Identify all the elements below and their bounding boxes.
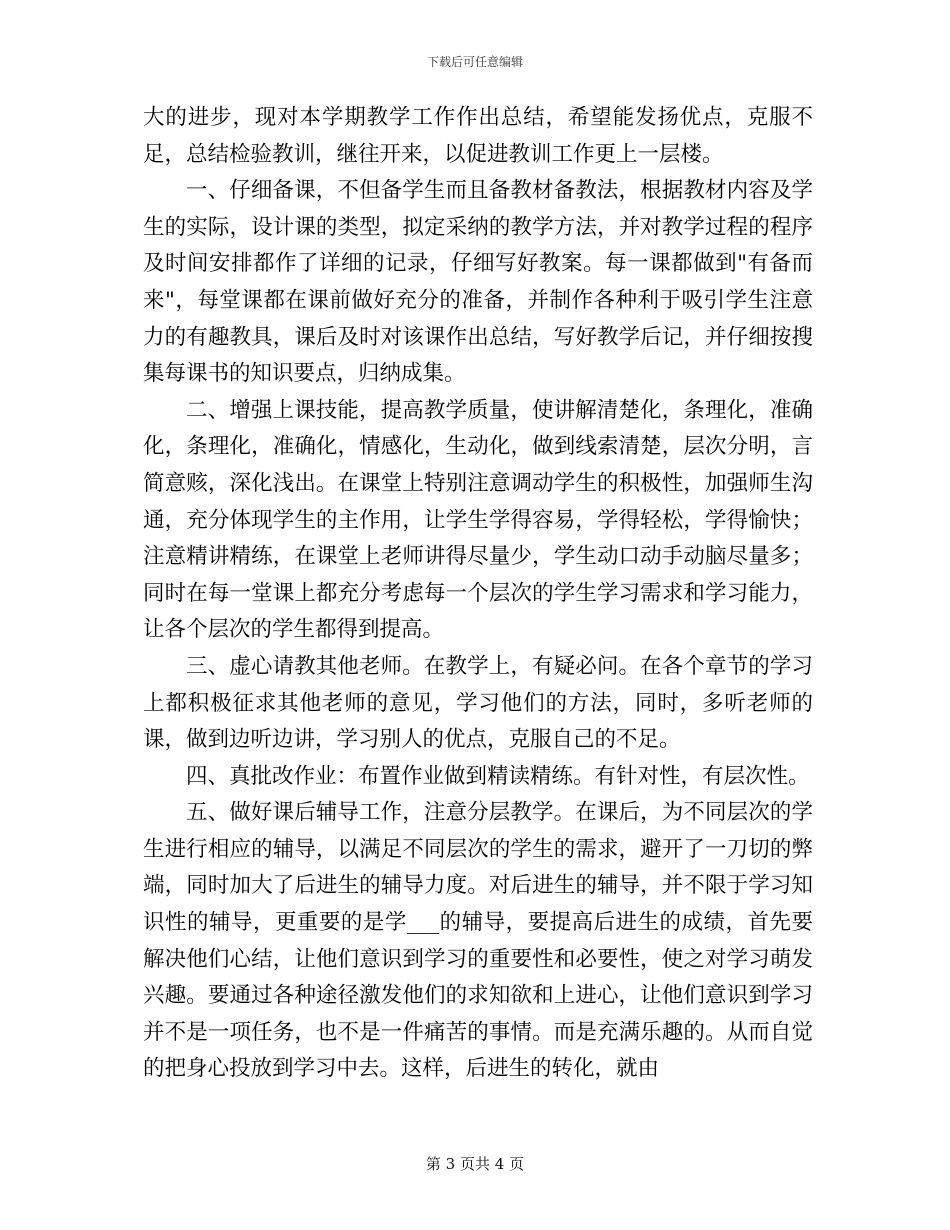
paragraph-after-class-tutoring: 五、做好课后辅导工作，注意分层教学。在课后，为不同层次的学生进行相应的辅导，以满足不同层次的学生的需求，避开了一刀切的弊端，同时加大了后进生的辅导力度。对后进生的辅导，并不限于学习知识性的辅导，更重要的是学___的辅导，要提高后进生的成绩，首先要解决他们心结，让他们意识到学习的重要性和必要性，使之对学习萌发兴趣。要通过各种途径激发他们的求知欲和上进心，让他们意识到学习并不是一项任务，也不是一件痛苦的事情。而是充满乐趣的。从而自觉的把身心投放到学习中去。这样，后进生的转化，就由 — [143, 800, 813, 1082]
paragraph-teaching-skills: 二、增强上课技能，提高教学质量，使讲解清楚化，条理化，准确化，条理化，准确化，情感化，生动化，做到线索清楚，层次分明，言简意赅，深化浅出。在课堂上特别注意调动学生的积极性，加强师生沟通，充分体现学生的主作用，让学生学得容易，学得轻松，学得愉快；注意精讲精练，在课堂上老师讲得尽量少，学生动口动手动脑尽量多；同时在每一堂课上都充分考虑每一个层次的学生学习需求和学习能力，让各个层次的学生都得到提高。 — [143, 397, 813, 643]
paragraph-homework: 四、真批改作业：布置作业做到精读精练。有针对性，有层次性。 — [186, 763, 810, 789]
page-header-note: 下载后可任意编辑 — [426, 55, 523, 69]
page-number: 第 3 页共 4 页 — [425, 1155, 525, 1173]
paragraph-continuation: 大的进步，现对本学期教学工作作出总结，希望能发扬优点，克服不足，总结检验教训，继往开来，以促进教训工作更上一层楼。 — [143, 105, 813, 167]
document-body — [143, 100, 813, 1088]
paragraph-consult-teachers: 三、虚心请教其他老师。在教学上，有疑必问。在各个章节的学习上都积极征求其他老师的意见，学习他们的方法，同时，多听老师的课，做到边听边讲，学习别人的优点，克服自己的不足。 — [143, 653, 813, 753]
paragraph-lesson-prep: 一、仔细备课，不但备学生而且备教材备教法，根据教材内容及学生的实际，设计课的类型，拟定采纳的教学方法，并对教学过程的程序及时间安排都作了详细的记录，仔细写好教案。每一课都做到"有备而来"，每堂课都在课前做好充分的准备，并制作各种利于吸引学生注意力的有趣教具，课后及时对该课作出总结，写好教学后记，并仔细按搜集每课书的知识要点，归纳成集。 — [143, 178, 813, 387]
